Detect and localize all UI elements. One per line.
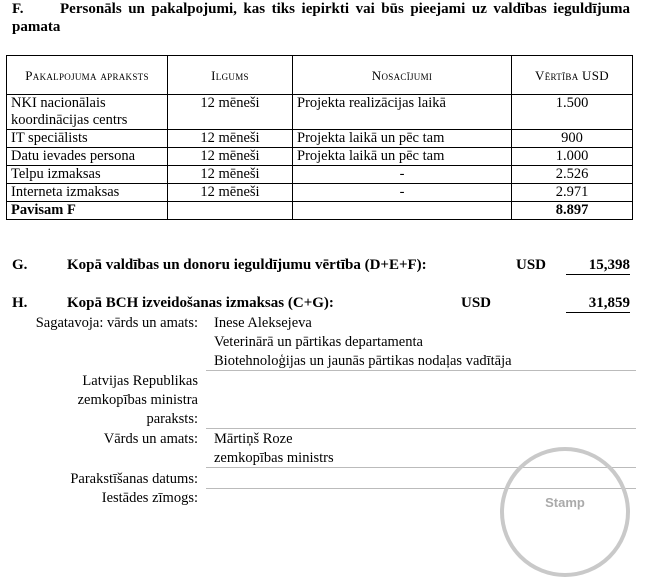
cell-conditions: Projekta realizācijas laikā (293, 95, 512, 130)
section-g-currency: USD (516, 257, 547, 273)
total-value: 8.897 (512, 202, 633, 220)
section-f-heading (12, 0, 630, 36)
minister-role: zemkopības ministrs (214, 450, 334, 466)
cell-value: 1.000 (512, 148, 633, 166)
name-role-label: Vārds un amats: (103, 431, 198, 447)
section-h-title: Kopā BCH izveidošanas izmaksas (C+G): (67, 295, 334, 311)
minister-signature-label-2: zemkopības ministra (77, 392, 198, 408)
cell-conditions: - (293, 166, 512, 184)
minister-signature-label-1: Latvijas Republikas (82, 373, 198, 389)
section-g-title: Kopā valdības un donoru ieguldījumu vērtība (D+E+F): (67, 257, 427, 273)
services-table (6, 55, 633, 220)
stamp-placeholder (500, 447, 630, 577)
table-row (7, 148, 633, 166)
cell-description: Telpu izmaksas (7, 166, 168, 184)
section-g-letter: G. (12, 257, 28, 273)
minister-name: Mārtiņš Roze (214, 431, 293, 447)
cell-description: Interneta izmaksas (7, 184, 168, 202)
cell-duration: 12 mēneši (168, 148, 293, 166)
cell-duration: 12 mēneši (168, 184, 293, 202)
cell-duration: 12 mēneši (168, 130, 293, 148)
cell-description: Datu ievades persona (7, 148, 168, 166)
section-g-value: 15,398 (566, 256, 630, 275)
institution-seal-label: Iestādes zīmogs: (101, 490, 198, 506)
cell-conditions: - (293, 184, 512, 202)
prepared-by-line (206, 370, 636, 371)
cell-value: 2.526 (512, 166, 633, 184)
total-empty-duration (168, 202, 293, 220)
section-h-letter: H. (12, 295, 28, 311)
header-value: Vērtība USD (512, 56, 633, 95)
table-header-row (7, 56, 633, 95)
cell-value: 900 (512, 130, 633, 148)
prepared-by-role: Biotehnoloģijas un jaunās pārtikas nodaļas vadītāja (214, 353, 512, 369)
minister-signature-label-3: paraksts: (146, 411, 198, 427)
cell-duration: 12 mēneši (168, 166, 293, 184)
cell-description: NKI nacionālais koordinācijas centrs (7, 95, 168, 130)
table-row (7, 95, 633, 130)
prepared-by-label: Sagatavoja: vārds un amats: (35, 315, 198, 331)
table-row (7, 130, 633, 148)
header-duration: Ilgums (168, 56, 293, 95)
table-total-row (7, 202, 633, 220)
total-label: Pavisam F (7, 202, 168, 220)
section-h-currency: USD (461, 295, 492, 311)
cell-value: 1.500 (512, 95, 633, 130)
section-f-title: Personāls un pakalpojumi, kas tiks iepirkti vai būs pieejami uz valdības ieguldījuma pamata (12, 1, 630, 35)
header-conditions: Nosacījumi (293, 56, 512, 95)
cell-conditions: Projekta laikā un pēc tam (293, 130, 512, 148)
cell-value: 2.971 (512, 184, 633, 202)
section-f-letter: F. (12, 1, 24, 17)
minister-signature-line (206, 428, 636, 429)
table-row (7, 166, 633, 184)
cell-description: IT speciālists (7, 130, 168, 148)
prepared-by-name: Inese Aleksejeva (214, 315, 312, 331)
cell-duration: 12 mēneši (168, 95, 293, 130)
header-description: Pakalpojuma apraksts (7, 56, 168, 95)
table-row (7, 184, 633, 202)
signing-date-label: Parakstīšanas datums: (70, 471, 198, 487)
cell-conditions: Projekta laikā un pēc tam (293, 148, 512, 166)
stamp-text: Stamp (545, 495, 585, 510)
section-h-value: 31,859 (566, 294, 630, 313)
prepared-by-department: Veterinārā un pārtikas departamenta (214, 334, 423, 350)
total-empty-conditions (293, 202, 512, 220)
